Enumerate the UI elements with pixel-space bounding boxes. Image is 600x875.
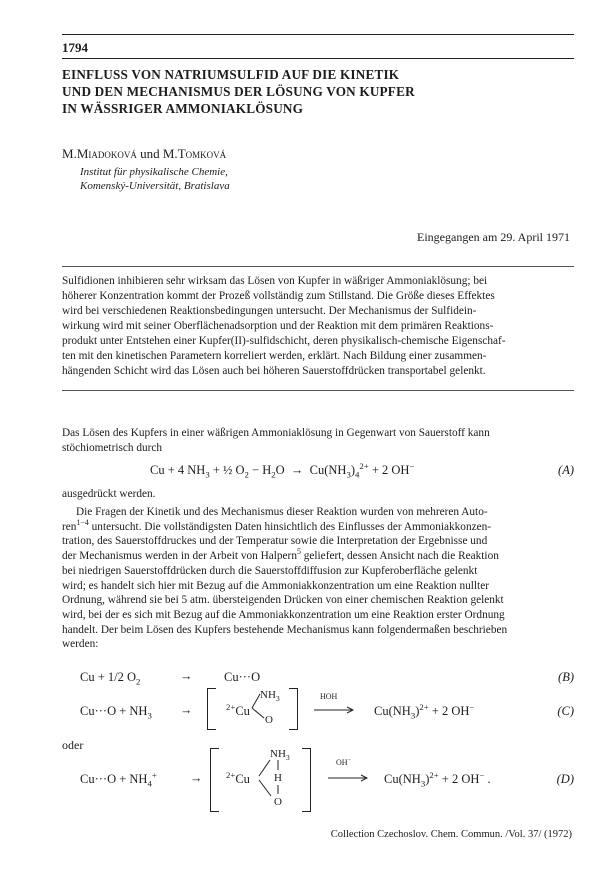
abstract-line: wird bei verschiedenen Reaktionsbedingungen untersucht. Der Mechanismus der Sulfidein- [62, 305, 477, 317]
complex-oxygen: O [274, 796, 282, 808]
abstract-line: höherer Konzentration kommt der Prozeß vollständig zum Stillstand. Die Größe dieses Effektes [62, 290, 495, 302]
body-line: Ordnung, während sie bei 5 atm. übersteigenden Drücken von einer chemischen Reaktion gelenkt [62, 594, 504, 607]
reference-marker: 1−4 [76, 517, 89, 527]
complex-hydrogen: H [274, 772, 282, 784]
title-line: IN WÄSSRIGER AMMONIAKLÖSUNG [62, 101, 304, 116]
equation-label: (D) [556, 772, 574, 786]
institution-line: Komenský-Universität, Bratislava [80, 180, 230, 192]
body-line: wird; es handelt sich hier mit Bezug auf die Ammoniakkonzentration um eine Reaktion nullter [62, 579, 489, 592]
header-rule [62, 58, 574, 59]
body-line: wird, bei der es sich mit Bezug auf die Ammoniakkonzentration um eine Reaktion erster Ordnung [62, 608, 505, 621]
reaction-arrow [328, 773, 370, 783]
top-rule [62, 34, 574, 35]
left-bracket [210, 748, 219, 812]
left-bracket [207, 688, 216, 730]
abstract-line: ten mit den kinetischen Parametern korreliert werden, erklärt. Nach Bildung einer zusammen- [62, 350, 487, 362]
equation-c-left: $Cu\cdot\cdot\cdot O + NH_3$ [80, 704, 152, 721]
reaction-condition: HOH [320, 692, 338, 701]
intro-paragraph [62, 426, 574, 456]
reaction-arrow: → [180, 669, 193, 683]
received-date: Eingegangen am 29. April 1971 [417, 230, 570, 244]
complex-ammine: $NH_3$ [270, 748, 290, 763]
abstract-line: hängenden Schicht wird das Lösen auch bei höheren Sauerstoffdrücken transportabel gelenkt. [62, 365, 486, 377]
author-2-initial: M. [162, 146, 178, 161]
equation-d-left: $Cu\cdot\cdot\cdot O + NH_4^+$ [80, 769, 157, 789]
complex-copper: $^{2+}$Cu [226, 769, 250, 786]
mechanism-paragraph [62, 505, 574, 652]
abstract-line: wirkung wird mit seiner Oberflächenadsorption und der Reaktion mit dem primären Reaktions- [62, 320, 494, 332]
equation-label: (C) [557, 704, 574, 718]
abstract-line: Sulfidionen inhibieren sehr wirksam das Lösen von Kupfer in wäßriger Ammoniaklösung; bei [62, 275, 488, 287]
conjunction-text: oder [62, 738, 84, 752]
equation-c-product: $Cu(NH_3)^{2+} + 2$ OH− [374, 701, 475, 721]
institution [80, 165, 230, 193]
abstract-bottom-rule [62, 390, 574, 391]
body-line: werden: [62, 638, 99, 651]
abstract-top-rule [62, 266, 574, 267]
article-title [62, 66, 574, 117]
equation-b-left: Cu + 1/2 $O_2$ [80, 670, 141, 687]
complex-copper: $^{2+}$Cu [226, 701, 250, 718]
author-1-name: Miadoková [76, 146, 137, 161]
body-line: Das Lösen des Kupfers in einer wäßrigen Ammoniaklösung in Gegenwart von Sauerstoff kann [62, 427, 490, 439]
body-line: stöchiometrisch durch [62, 442, 163, 454]
complex-oxygen: O [265, 714, 273, 726]
complex-ammine: $NH_3$ [260, 689, 280, 704]
body-line: bei niedrigen Sauerstoffdrücken durch die Sauerstoffdiffusion zur Kupferoberfläche gelenkt [62, 564, 478, 577]
author-1-initial: M. [62, 146, 77, 161]
body-line: tration, des Sauerstoffdruckes und der Temperatur sowie die Interpretation der Ergebnisse und [62, 535, 488, 548]
right-bracket [302, 748, 311, 812]
body-line: ausgedrückt werden. [62, 488, 156, 500]
reaction-arrow [314, 705, 356, 715]
institution-line: Institut für physikalische Chemie, [80, 166, 228, 178]
equation-label: (A) [558, 463, 574, 477]
body-line: der Mechanismus werden in der Arbeit von Halpern$^5$ geliefert, dessen Ansicht nach die Reaktion [62, 547, 499, 563]
body-line: handelt. Der beim Lösen des Kupfers bestehende Mechanismus kann folgendermaßen beschrieben [62, 623, 508, 636]
author-conjunction: und [140, 146, 160, 161]
right-bracket [289, 688, 298, 730]
complex-bonds [257, 756, 297, 816]
equation-b-right: Cu···O [224, 670, 261, 684]
complex-bonds [250, 692, 290, 732]
reference-marker: 5 [296, 547, 301, 557]
reaction-arrow: → [190, 771, 203, 785]
author-2-name: Tomková [177, 146, 227, 161]
body-line: Die Fragen der Kinetik und des Mechanismus dieser Reaktion wurden von mehreren Auto- [76, 506, 488, 518]
title-line: EINFLUSS VON NATRIUMSULFID AUF DIE KINETIK [62, 67, 400, 82]
title-line: UND DEN MECHANISMUS DER LÖSUNG VON KUPFER [62, 84, 415, 99]
equation-label: (B) [558, 670, 574, 684]
equation-d-product: $Cu(NH_3)^{2+} + 2$ OH− . [384, 769, 491, 789]
authors [62, 146, 226, 162]
page-number: 1794 [62, 40, 88, 55]
reaction-arrow: → [290, 463, 304, 477]
journal-footer: Collection Czechoslov. Chem. Commun. /Vol. 37/ (1972) [330, 829, 572, 840]
abstract-line: produkt unter Entstehen einer Kupfer(II)-sulfidschicht, deren physikalisch-chemische Eigenschaf- [62, 335, 506, 347]
reaction-arrow: → [180, 703, 193, 717]
reaction-condition: OH− [336, 757, 351, 767]
body-line: ren$^{1-4}$ untersucht. Die vollständigsten Daten hinsichtlich des Einflusses der Ammoniakkonzen- [62, 517, 492, 533]
abstract [62, 274, 574, 379]
equation-a-expression: Cu + 4 $NH_3$ + ½ $O_2 - H_2O \to Cu(NH_3)_4^{2+} + 2$ OH− [150, 460, 415, 480]
